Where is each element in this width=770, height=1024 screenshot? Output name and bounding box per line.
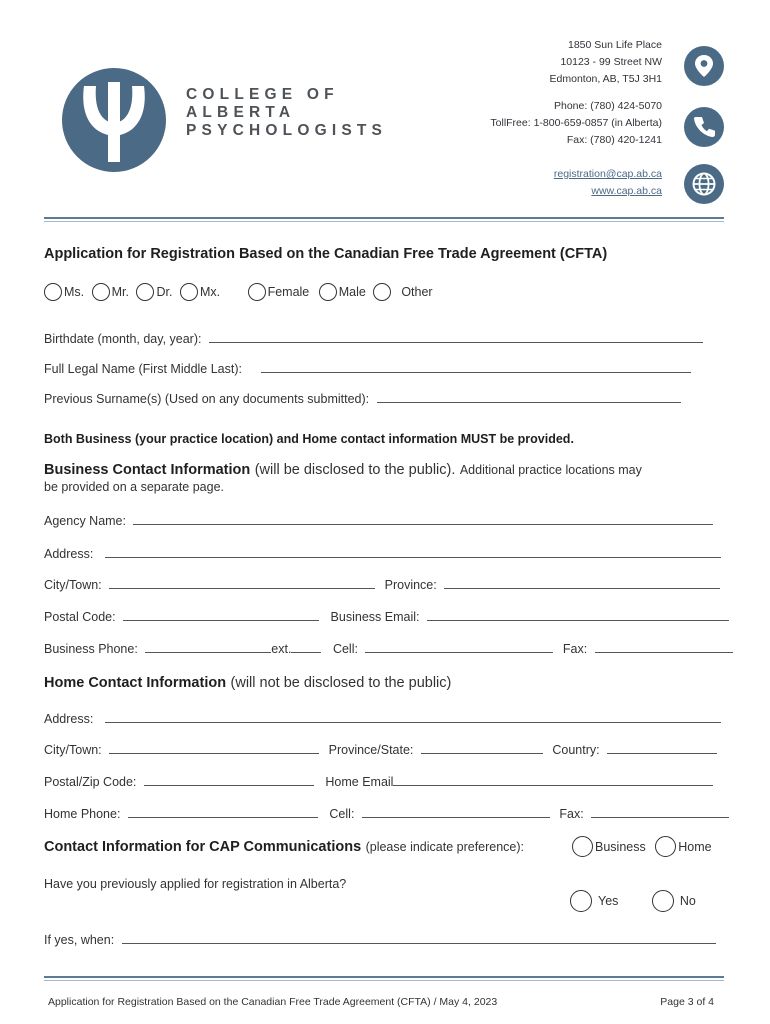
previous-surname-field[interactable] — [377, 391, 681, 403]
header-divider — [44, 217, 724, 222]
agency-label: Agency Name: — [44, 514, 126, 528]
business-province-field[interactable] — [444, 577, 720, 589]
business-city-field[interactable] — [109, 577, 375, 589]
radio-applied-yes[interactable] — [570, 890, 592, 912]
home-phone-label: Home Phone: — [44, 807, 121, 821]
home-postal-row — [44, 774, 713, 789]
home-city-field[interactable] — [109, 742, 319, 754]
home-city-label: City/Town: — [44, 743, 102, 757]
home-address-label: Address: — [44, 712, 94, 726]
phone-icon — [684, 107, 724, 147]
tollfree-number: TollFree: 1-800-659-0857 (in Alberta) — [490, 117, 662, 129]
home-heading-note: (will not be disclosed to the public) — [230, 675, 452, 691]
radio-male[interactable] — [319, 283, 337, 301]
label-female: Female — [267, 285, 310, 299]
birthdate-field[interactable] — [209, 331, 703, 343]
business-postal-label: Postal Code: — [44, 610, 116, 624]
if-yes-field[interactable] — [122, 932, 716, 944]
legal-name-field[interactable] — [261, 361, 691, 373]
home-country-label: Country: — [552, 743, 600, 757]
business-postal-field[interactable] — [123, 609, 319, 621]
cap-logo — [46, 58, 412, 188]
business-ext-label: ext. — [271, 642, 292, 656]
previous-surname-label: Previous Surname(s) (Used on any documents submitted): — [44, 392, 370, 406]
footer-text: Application for Registration Based on the Canadian Free Trade Agreement (CFTA) / May 4, 2023 — [48, 996, 498, 1008]
business-email-field[interactable] — [427, 609, 729, 621]
home-cell-label: Cell: — [329, 807, 355, 821]
business-province-label: Province: — [384, 578, 437, 592]
label-dr: Dr. — [156, 285, 173, 299]
email-link[interactable]: registration@cap.ab.ca — [553, 168, 662, 180]
psi-logo-icon — [62, 68, 166, 172]
home-email-label: Home Email — [325, 775, 394, 789]
logo-line-3: PSYCHOLOGISTS — [186, 122, 388, 139]
home-email-field[interactable] — [393, 774, 713, 786]
label-applied-no: No — [679, 894, 696, 908]
location-pin-icon — [684, 46, 724, 86]
home-province-label: Province/State: — [328, 743, 414, 757]
logo-line-1: COLLEGE OF — [186, 86, 339, 103]
if-yes-row — [44, 932, 716, 947]
previously-applied-options — [570, 890, 696, 912]
business-city-label: City/Town: — [44, 578, 102, 592]
if-yes-label: If yes, when: — [44, 933, 115, 947]
business-postal-row — [44, 609, 729, 624]
cap-comm-heading: Contact Information for CAP Communications — [44, 839, 362, 855]
label-cap-home: Home — [678, 839, 712, 854]
business-city-row — [44, 577, 720, 592]
form-title: Application for Registration Based on the Canadian Free Trade Agreement (CFTA) — [44, 246, 608, 262]
fax-number: Fax: (780) 420-1241 — [566, 134, 662, 146]
address-line-2: 10123 - 99 Street NW — [560, 56, 662, 68]
birthdate-row — [44, 331, 703, 346]
business-ext-field[interactable] — [291, 641, 321, 653]
logo-line-2: ALBERTA — [186, 104, 296, 121]
label-mx: Mx. — [199, 285, 221, 299]
business-phone-label: Business Phone: — [44, 642, 138, 656]
business-fax-field[interactable] — [595, 641, 733, 653]
label-other: Other — [401, 285, 433, 299]
agency-row — [44, 513, 713, 528]
both-required-note: Both Business (your practice location) and Home contact information MUST be provided. — [44, 432, 574, 446]
logo-wordmark — [186, 86, 387, 140]
home-postal-label: Postal/Zip Code: — [44, 775, 137, 789]
business-address-label: Address: — [44, 547, 94, 561]
birthdate-label: Birthdate (month, day, year): — [44, 332, 202, 346]
business-cell-label: Cell: — [332, 642, 358, 656]
business-fax-label: Fax: — [562, 642, 588, 656]
home-heading: Home Contact Information — [44, 675, 227, 691]
business-address-field[interactable] — [105, 546, 721, 558]
mailing-address — [550, 37, 662, 88]
home-city-row — [44, 742, 717, 757]
address-line-1: 1850 Sun Life Place — [568, 39, 662, 51]
radio-cap-business[interactable] — [572, 836, 593, 857]
label-applied-yes: Yes — [598, 894, 619, 908]
agency-field[interactable] — [133, 513, 713, 525]
home-phone-row — [44, 806, 729, 821]
label-mr: Mr. — [111, 285, 129, 299]
home-address-field[interactable] — [105, 711, 721, 723]
radio-other[interactable] — [373, 283, 391, 301]
home-country-field[interactable] — [607, 742, 717, 754]
home-cell-field[interactable] — [362, 806, 550, 818]
radio-applied-no[interactable] — [652, 890, 674, 912]
website-link[interactable]: www.cap.ab.ca — [591, 185, 662, 197]
home-postal-field[interactable] — [144, 774, 314, 786]
home-address-row — [44, 711, 721, 726]
home-fax-field[interactable] — [591, 806, 729, 818]
radio-mx[interactable] — [180, 283, 198, 301]
address-line-3: Edmonton, AB, T5J 3H1 — [549, 73, 662, 85]
home-section-heading — [44, 674, 451, 692]
radio-ms[interactable] — [44, 283, 62, 301]
prefix-gender-row — [44, 283, 433, 301]
cap-comm-note: (please indicate preference): — [365, 840, 525, 854]
cap-comm-heading-row — [44, 838, 524, 856]
cap-comm-options — [572, 836, 712, 857]
previously-applied-question: Have you previously applied for registration in Alberta? — [44, 877, 347, 891]
legal-name-label: Full Legal Name (First Middle Last): — [44, 362, 242, 376]
business-section-heading — [44, 461, 642, 479]
phone-numbers — [490, 98, 662, 149]
business-address-row — [44, 546, 721, 561]
globe-icon — [684, 164, 724, 204]
business-heading-small: Additional practice locations may — [459, 463, 642, 477]
business-phone-row — [44, 641, 733, 656]
radio-cap-home[interactable] — [655, 836, 676, 857]
business-heading-small-2: be provided on a separate page. — [44, 480, 224, 494]
phone-number: Phone: (780) 424-5070 — [554, 100, 662, 112]
home-province-field[interactable] — [421, 742, 543, 754]
radio-mr[interactable] — [92, 283, 110, 301]
label-cap-business: Business — [595, 839, 646, 854]
business-email-label: Business Email: — [330, 610, 420, 624]
business-heading: Business Contact Information — [44, 462, 251, 478]
footer-divider — [44, 976, 724, 981]
label-male: Male — [338, 285, 366, 299]
home-phone-field[interactable] — [128, 806, 318, 818]
business-phone-field[interactable] — [145, 641, 271, 653]
page-number: Page 3 of 4 — [660, 996, 714, 1008]
label-ms: Ms. — [64, 285, 85, 299]
radio-female[interactable] — [248, 283, 266, 301]
home-fax-label: Fax: — [559, 807, 584, 821]
previous-surname-row — [44, 391, 681, 406]
web-contact — [554, 166, 662, 200]
legal-name-row — [44, 361, 691, 376]
business-cell-field[interactable] — [365, 641, 553, 653]
radio-dr[interactable] — [136, 283, 154, 301]
business-heading-note: (will be disclosed to the public). — [254, 462, 456, 478]
